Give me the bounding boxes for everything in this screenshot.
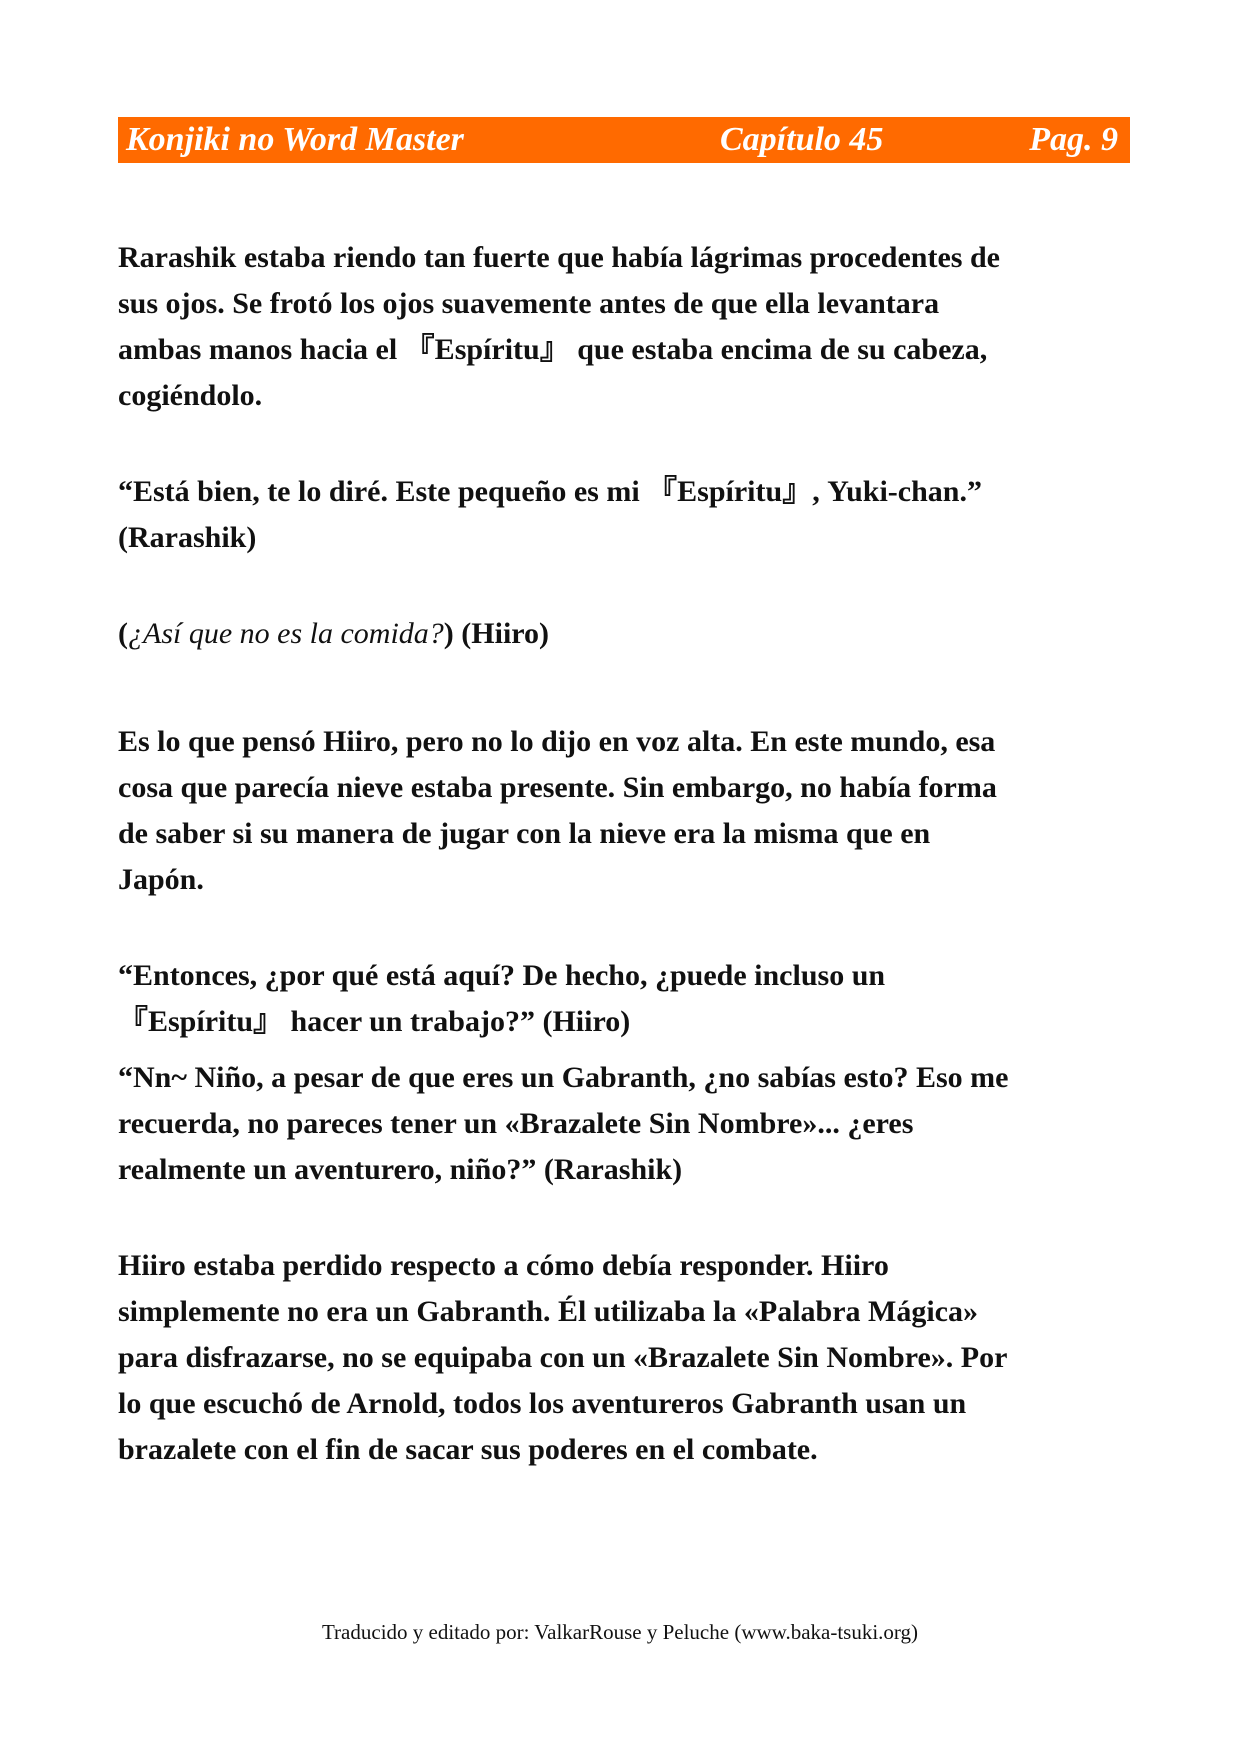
paragraph-5-dialogue: “Entonces, ¿por qué está aquí? De hecho, ¿puede incluso un 『Espíritu』 hacer un trabajo?” (Hiiro): [118, 959, 886, 1038]
thought-speaker: ) (Hiiro): [443, 617, 550, 650]
thought-open-paren: (: [118, 617, 128, 650]
page-body: [118, 235, 1130, 1473]
header-book-title: Konjiki no Word Master: [126, 121, 464, 158]
paragraph-4: Es lo que pensó Hiiro, pero no lo dijo en voz alta. En este mundo, esa cosa que parecía nieve estaba presente. Sin embargo, no había forma de saber si su manera de jugar con la nieve era la misma que en Japón.: [118, 725, 997, 896]
paragraph-3-thought: [118, 611, 1130, 657]
page-footer-credit: Traducido y editado por: ValkarRouse y Peluche (www.baka-tsuki.org): [321, 1620, 919, 1644]
paragraph-6-dialogue: “Nn~ Niño, a pesar de que eres un Gabranth, ¿no sabías esto? Eso me recuerda, no pareces tener un «Brazalete Sin Nombre»... ¿eres realmente un aventurero, niño?” (Rarashik): [118, 1061, 1009, 1186]
header-page-number: Pag. 9: [1029, 121, 1118, 158]
thought-italic-text: ¿Así que no es la comida?: [128, 617, 444, 650]
paragraph-7: Hiiro estaba perdido respecto a cómo debía responder. Hiiro simplemente no era un Gabranth. Él utilizaba la «Palabra Mágica» para disfrazarse, no se equipaba con un «Brazalete Sin Nombre». Por lo que escuchó de Arnold, todos los aventureros Gabranth usan un brazalete con el fin de sacar sus poderes en el combate.: [118, 1249, 1008, 1466]
header-chapter: Capítulo 45: [720, 121, 884, 158]
page-header: [118, 117, 1130, 163]
paragraph-2-dialogue: “Está bien, te lo diré. Este pequeño es mi 『Espíritu』, Yuki-chan.” (Rarashik): [118, 475, 982, 554]
paragraph-1: Rarashik estaba riendo tan fuerte que había lágrimas procedentes de sus ojos. Se frotó los ojos suavemente antes de que ella levantara ambas manos hacia el 『Espíritu』 que estaba encima de su cabeza, cogiéndolo.: [118, 241, 1000, 412]
